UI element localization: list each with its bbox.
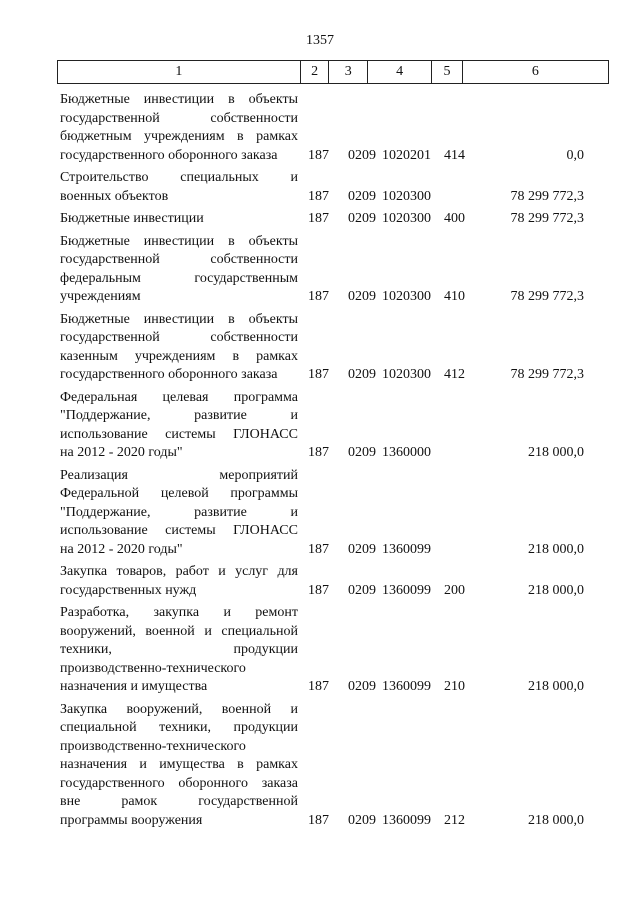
row-amount: 218 000,0 xyxy=(528,541,584,557)
table-row xyxy=(60,467,612,560)
row-target-article-code: 1360099 xyxy=(382,582,431,598)
row-grbs-code: 187 xyxy=(308,812,329,828)
row-section-code: 0209 xyxy=(348,679,376,694)
row-description-line: назначения и имущества xyxy=(60,679,208,694)
row-description xyxy=(60,91,298,165)
row-description-line: назначения и имущества в рамках xyxy=(60,757,298,772)
row-description-line: Строительство специальных и xyxy=(60,170,298,185)
row-target-article-code: 1020201 xyxy=(382,147,431,163)
row-description-line: вне рамок государственной xyxy=(60,794,298,809)
table-row xyxy=(60,91,612,165)
row-description-line: Бюджетные инвестиции xyxy=(60,211,204,226)
row-description-line: Федеральная целевая программа xyxy=(60,389,298,405)
column-header-5: 5 xyxy=(432,61,463,84)
row-description-line: бюджетным учреждениям в рамках xyxy=(60,129,298,144)
row-amount: 78 299 772,3 xyxy=(510,188,584,204)
row-expense-type-code: 400 xyxy=(444,211,465,226)
row-target-article-code: 1020300 xyxy=(382,211,431,226)
row-section-code: 0209 xyxy=(348,211,376,226)
row-grbs-code: 187 xyxy=(308,541,329,557)
row-grbs-code: 187 xyxy=(308,679,329,694)
row-expense-type-code: 200 xyxy=(444,582,465,598)
row-description xyxy=(60,563,298,600)
row-target-article-code: 1360099 xyxy=(382,812,431,828)
row-section-code: 0209 xyxy=(348,289,376,304)
row-description-line: Закупка вооружений, военной и xyxy=(60,701,298,717)
table-row xyxy=(60,233,612,307)
row-description-line: на 2012 - 2020 годы" xyxy=(60,445,183,460)
table-row xyxy=(60,563,612,600)
row-grbs-code: 187 xyxy=(308,367,329,382)
row-description-line: использование системы ГЛОНАСС xyxy=(60,426,298,442)
row-description-line: государственной собственности xyxy=(60,110,298,126)
row-description-line: Реализация мероприятий xyxy=(60,467,298,483)
table-row xyxy=(60,604,612,697)
row-description-line: "Поддержание, развитие и xyxy=(60,408,298,423)
row-description-line: казенным учреждениям в рамках xyxy=(60,348,298,364)
row-description xyxy=(60,389,298,463)
row-description-line: государственного оборонного заказа xyxy=(60,775,298,791)
row-description-line: производственно-технического xyxy=(60,738,246,754)
budget-rows xyxy=(60,91,612,834)
row-description-line: вооружений, военной и специальной xyxy=(60,623,298,639)
row-description-line: учреждениям xyxy=(60,289,141,304)
table-row xyxy=(60,389,612,463)
row-section-code: 0209 xyxy=(348,188,376,204)
table-row xyxy=(60,169,612,206)
row-expense-type-code: 212 xyxy=(444,812,465,828)
row-amount: 78 299 772,3 xyxy=(510,211,584,226)
row-section-code: 0209 xyxy=(348,541,376,557)
row-description xyxy=(60,604,298,697)
row-description xyxy=(60,311,298,385)
row-description xyxy=(60,233,298,307)
row-description-line: государственного оборонного заказа xyxy=(60,147,278,163)
row-target-article-code: 1020300 xyxy=(382,188,431,204)
row-grbs-code: 187 xyxy=(308,289,329,304)
row-section-code: 0209 xyxy=(348,367,376,382)
row-expense-type-code: 412 xyxy=(444,367,465,382)
row-grbs-code: 187 xyxy=(308,582,329,598)
row-description-line: Бюджетные инвестиции в объекты xyxy=(60,92,298,107)
row-expense-type-code: 210 xyxy=(444,679,465,694)
row-description xyxy=(60,467,298,560)
row-description xyxy=(60,169,298,206)
row-description-line: Разработка, закупка и ремонт xyxy=(60,605,298,620)
row-amount: 78 299 772,3 xyxy=(510,289,584,304)
column-header-table xyxy=(57,60,609,84)
row-description xyxy=(60,210,298,229)
column-header-3: 3 xyxy=(329,61,368,84)
row-description-line: на 2012 - 2020 годы" xyxy=(60,541,183,557)
row-amount: 218 000,0 xyxy=(528,582,584,598)
table-row xyxy=(60,210,612,229)
row-amount: 78 299 772,3 xyxy=(510,367,584,382)
row-grbs-code: 187 xyxy=(308,211,329,226)
column-header-2: 2 xyxy=(300,61,329,84)
table-row xyxy=(60,701,612,831)
row-grbs-code: 187 xyxy=(308,147,329,163)
row-description-line: техники, продукции xyxy=(60,642,298,657)
row-amount: 218 000,0 xyxy=(528,679,584,694)
row-target-article-code: 1360099 xyxy=(382,679,431,694)
column-header-row xyxy=(58,61,609,84)
row-description-line: государственной собственности xyxy=(60,330,298,345)
row-amount: 218 000,0 xyxy=(528,812,584,828)
row-expense-type-code: 410 xyxy=(444,289,465,304)
row-grbs-code: 187 xyxy=(308,188,329,204)
table-row xyxy=(60,311,612,385)
row-target-article-code: 1020300 xyxy=(382,289,431,304)
column-header-6: 6 xyxy=(462,61,608,84)
row-description-line: государственных нужд xyxy=(60,582,197,598)
row-description-line: Бюджетные инвестиции в объекты xyxy=(60,311,298,327)
row-description-line: государственного оборонного заказа xyxy=(60,367,278,382)
row-amount: 0,0 xyxy=(566,147,584,163)
row-section-code: 0209 xyxy=(348,445,376,460)
row-description-line: "Поддержание, развитие и xyxy=(60,504,298,520)
page-number: 1357 xyxy=(306,33,334,48)
row-description-line: производственно-технического xyxy=(60,660,246,676)
row-section-code: 0209 xyxy=(348,582,376,598)
row-description-line: Бюджетные инвестиции в объекты xyxy=(60,233,298,249)
row-description-line: специальной техники, продукции xyxy=(60,720,298,735)
row-description-line: федеральным государственным xyxy=(60,270,298,286)
row-expense-type-code: 414 xyxy=(444,147,465,163)
row-section-code: 0209 xyxy=(348,812,376,828)
column-header-4: 4 xyxy=(367,61,431,84)
row-amount: 218 000,0 xyxy=(528,445,584,460)
row-section-code: 0209 xyxy=(348,147,376,163)
row-description-line: программы вооружения xyxy=(60,812,203,828)
row-target-article-code: 1360000 xyxy=(382,445,431,460)
row-description-line: Федеральной целевой программы xyxy=(60,486,298,501)
row-description-line: использование системы ГЛОНАСС xyxy=(60,523,298,538)
row-target-article-code: 1360099 xyxy=(382,541,431,557)
column-header-1: 1 xyxy=(58,61,301,84)
row-description-line: Закупка товаров, работ и услуг для xyxy=(60,564,298,579)
row-description-line: военных объектов xyxy=(60,188,169,204)
row-description xyxy=(60,701,298,831)
row-target-article-code: 1020300 xyxy=(382,367,431,382)
row-description-line: государственной собственности xyxy=(60,252,298,267)
row-grbs-code: 187 xyxy=(308,445,329,460)
